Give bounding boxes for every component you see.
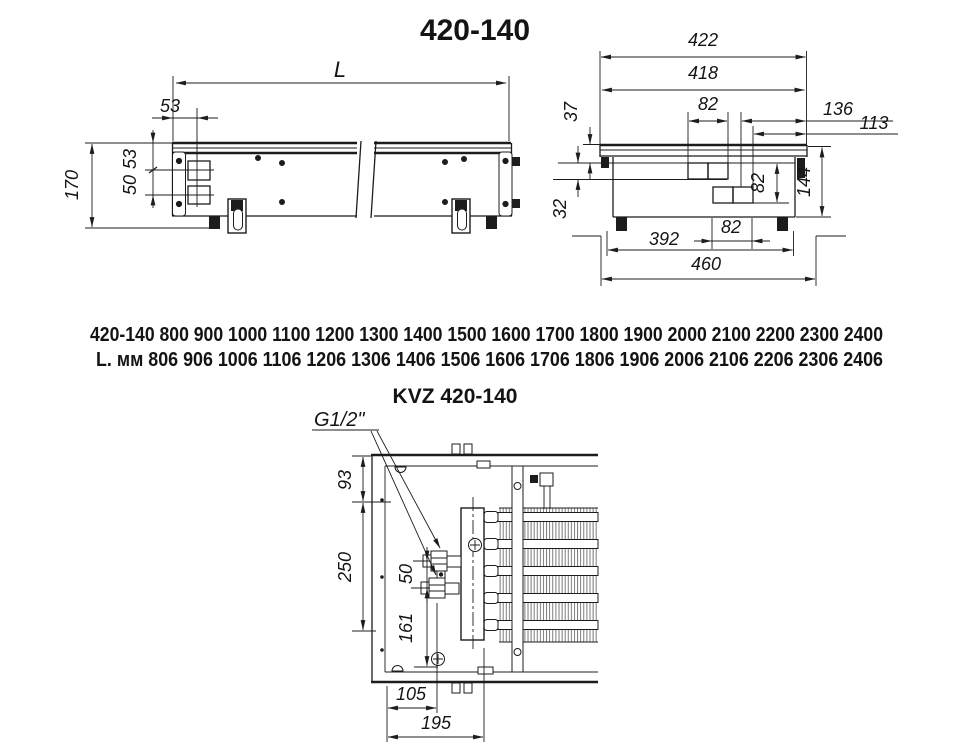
foot <box>777 217 788 231</box>
size-table-row-models: 420-140 800 900 1000 1100 1200 1300 1400 1500 1600 1700 1800 1900 2000 2100 2200 2300 2400 <box>90 324 883 346</box>
dim-82-right <box>748 164 789 203</box>
dim-144 <box>794 147 831 218</box>
dim-label-136: 136 <box>822 99 854 119</box>
dim-label-422: 422 <box>687 30 719 50</box>
dim-label-144: 144 <box>794 166 814 198</box>
clip-mark <box>601 157 609 168</box>
dim-460 <box>602 254 815 279</box>
dim-label-53-left: 53 <box>120 148 140 170</box>
dim-label-161: 161 <box>396 612 416 644</box>
dim-82-bottom <box>694 217 770 249</box>
clip <box>477 461 490 468</box>
dim-label-418: 418 <box>687 63 719 83</box>
dim-161 <box>396 588 438 667</box>
dim-length-L <box>173 57 509 141</box>
dim-label-50-left: 50 <box>120 174 140 196</box>
port-upper <box>188 161 210 180</box>
wall-tab <box>464 683 472 693</box>
size-table <box>90 324 883 371</box>
mounting-strip <box>512 466 523 672</box>
dim-label-170: 170 <box>62 169 82 201</box>
dim-label-93: 93 <box>335 469 355 491</box>
dim-422 <box>600 30 807 144</box>
dim-label-53-top: 53 <box>159 96 181 116</box>
floor-bracket <box>452 199 470 233</box>
wall-tab <box>512 157 520 166</box>
plan-view-title: KVZ 420-140 <box>392 385 518 408</box>
page-title: 420-140 <box>419 14 531 47</box>
clip <box>392 666 403 672</box>
side-view <box>62 57 520 233</box>
port-pair-top <box>708 163 728 179</box>
clip <box>478 667 493 674</box>
collector-header <box>461 508 484 640</box>
wall-tab <box>512 199 520 208</box>
thread-callout <box>312 409 440 575</box>
port-pair-bottom <box>713 187 733 203</box>
wall-tab <box>464 444 472 454</box>
size-table-row-lengths: L. мм 806 906 1006 1106 1206 1306 1406 1506 1606 1706 1806 1906 2006 2106 2206 2306 2406 <box>96 349 883 371</box>
floor-bracket <box>228 199 246 233</box>
dim-label-250: 250 <box>335 551 355 583</box>
dim-label-37: 37 <box>561 101 581 123</box>
dim-label-105: 105 <box>395 684 427 704</box>
dim-93 <box>335 456 391 502</box>
dim-label-392: 392 <box>648 229 680 249</box>
dim-label-195: 195 <box>420 713 452 733</box>
dim-label-82-right: 82 <box>748 172 768 194</box>
wall-tab <box>452 444 460 454</box>
dim-label-82-bottom: 82 <box>720 217 742 237</box>
dim-label-32: 32 <box>550 198 570 220</box>
end-view <box>550 30 898 286</box>
dim-label-50: 50 <box>396 563 416 585</box>
foot <box>616 217 627 231</box>
dim-53-50-left <box>120 130 157 208</box>
valve-stem <box>437 571 445 578</box>
dim-label-82-top: 82 <box>697 94 719 114</box>
dim-250 <box>335 503 376 631</box>
plan-view <box>312 409 598 742</box>
dim-37 <box>561 101 600 180</box>
screw <box>432 653 445 666</box>
dim-392 <box>607 229 794 256</box>
foot <box>209 216 220 229</box>
dim-label-113: 113 <box>859 113 889 133</box>
foot <box>486 216 497 229</box>
dim-label-L: L <box>333 57 347 82</box>
dim-label-460: 460 <box>690 254 722 274</box>
thread-label: G1/2" <box>314 409 365 431</box>
dim-82-top <box>688 94 728 163</box>
wall-tab <box>452 683 460 693</box>
port-pair-top <box>688 163 708 179</box>
vent-pipe <box>530 473 553 509</box>
screw <box>469 539 482 552</box>
dim-53-top <box>152 96 218 118</box>
dim-32 <box>550 146 578 219</box>
dim-418 <box>602 63 805 90</box>
